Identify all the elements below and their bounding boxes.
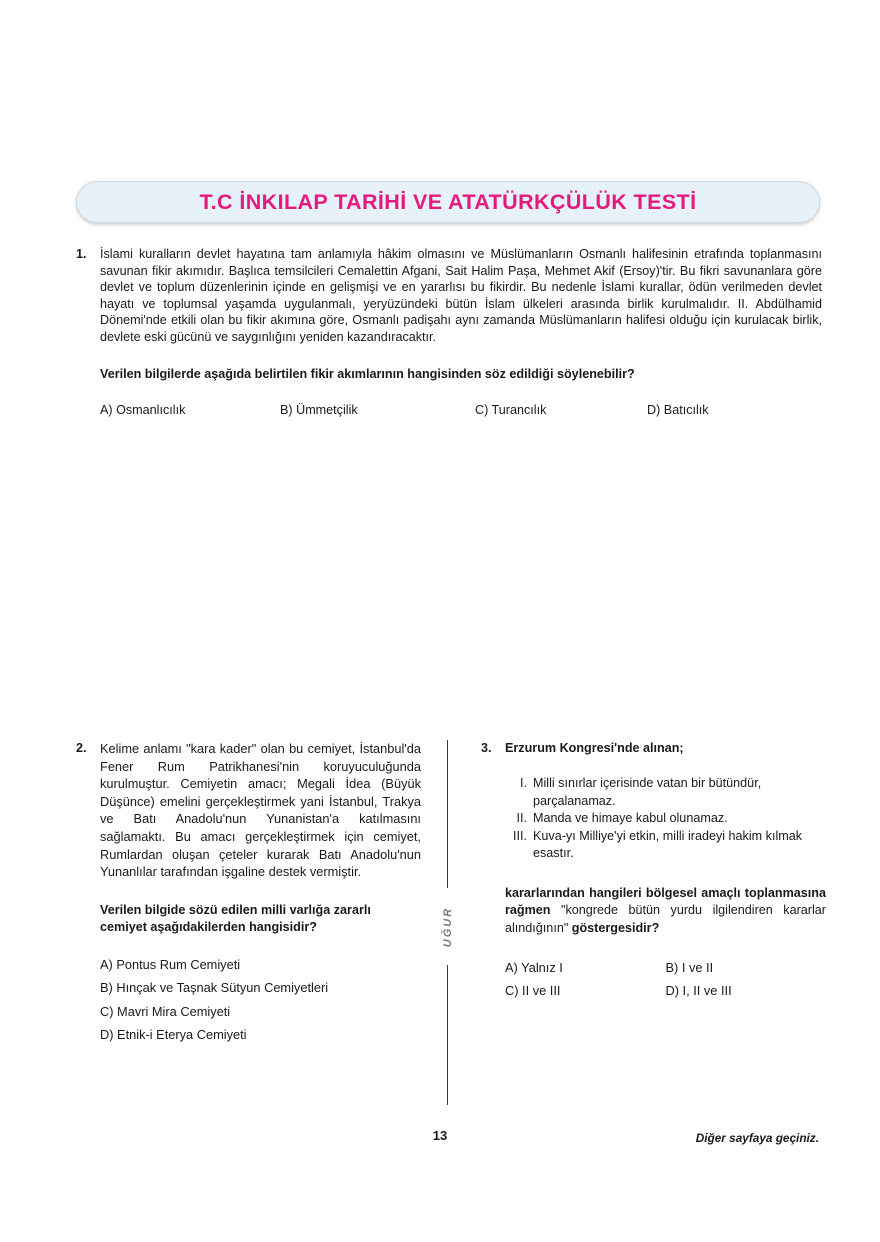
test-title-banner [76,181,820,223]
column-divider [442,740,454,1105]
question-3-prompt-quote: "kongrede bütün yurdu ilgilendiren kararlar alındığının" [505,903,826,935]
question-3-option-a[interactable]: A) Yalnız I [505,960,563,975]
question-1 [76,246,822,419]
question-3-number: 3. [481,741,492,755]
question-3 [481,740,826,1002]
question-3-option-c[interactable]: C) II ve III [505,982,561,998]
question-3-lead: Erzurum Kongresi'nde alınan; [505,741,684,755]
question-3-statement-list [505,775,826,863]
question-1-options [100,402,822,419]
question-2-passage: Kelime anlamı "kara kader" olan bu cemiyet, İstanbul'da Fener Rum Patrikhanesi'nin koruyuculuğunda kurulmuştur. Cemiyetin amacı; Megali İdea (Büyük Düşünce) emelini gerçekleştirmek yani İstanbul, Trakya ve Batı Anadolu'nun Yunanistan'a katılmasını sağlamaktı. Bu amacı gerçekleştirmek için cemiyet, Rumlardan oluşan çeteler kurarak Batı Anadolu'nun Yunanlılar tarafından işgaline destek vermiştir. [100,741,421,880]
divider-segment-bottom [447,965,448,1105]
statement-marker-3: III. [513,828,527,843]
statement-item [505,810,826,828]
statement-text-2: Manda ve himaye kabul olunamaz. [533,811,728,825]
continue-note: Diğer sayfaya geçiniz. [695,1131,819,1145]
question-3-option-d[interactable]: D) I, II ve III [665,982,732,998]
statement-text-1: Milli sınırlar içerisinde vatan bir bütündür, parçalanamaz. [533,776,762,808]
question-2-number: 2. [76,741,87,755]
question-2 [76,740,421,1047]
question-1-option-d[interactable]: D) Batıcılık [647,402,709,417]
question-2-option-a[interactable]: A) Pontus Rum Cemiyeti [100,956,241,972]
question-1-option-b[interactable]: B) Ümmetçilik [280,402,358,417]
question-2-option-b[interactable]: B) Hınçak ve Taşnak Sütyun Cemiyetleri [100,980,329,996]
question-1-number: 1. [76,247,87,261]
statement-item [505,828,826,863]
question-2-prompt: Verilen bilgide sözü edilen milli varlığa zararlı cemiyet aşağıdakilerden hangisidir? [100,902,371,934]
question-1-option-a[interactable]: A) Osmanlıcılık [100,402,186,417]
question-3-prompt-bold-2: göstergesidir? [571,920,660,935]
question-2-option-c[interactable]: C) Mavri Mira Cemiyeti [100,1003,231,1019]
statement-marker-2: II. [516,811,527,825]
page-number: 13 [432,1128,448,1143]
question-2-option-d[interactable]: D) Etnik-i Eterya Cemiyeti [100,1027,247,1043]
statement-marker-1: I. [520,776,527,790]
brand-label: UĞUR [442,906,454,948]
statement-text-3: Kuva-yı Milliye'yi etkin, milli iradeyi hakim kılmak esastır. [533,828,803,860]
page-title: T.C İNKILAP TARİHİ VE ATATÜRKÇÜLÜK TESTİ [199,189,697,214]
question-1-passage: İslami kuralların devlet hayatına tam anlamıyla hâkim olmasını ve Müslümanların Osmanlı halifesinin etrafında toplanmasını savunan fikir akımıdır. Başlıca temsilcileri Cemalettin Afgani, Sait Halim Paşa, Mehmet Akif (Ersoy)'tir. Bu fikri savunanlara göre devlet ve toplum düzenlerinin içinde en gelişmişi ve en yararlısı bu fikirdir. Bu nedenle İslami kurallar, ödün verilmeden devlet hayatı ve toplumsal yaşamda uygulanmalı, yeryüzündeki bütün İslam ülkeleri arasında birlik kurulmalıdır. II. Abdülhamid Dönemi'nde etkili olan bu fikir akımına göre, Osmanlı padişahı aynı zamanda Müslümanların halifesi olduğu için kurulacak birlik, devlete eski gücünü ve saygınlığını yeniden kazandıracaktır. [100,247,822,344]
divider-segment-top [447,740,448,888]
question-2-options [100,953,421,1047]
question-3-options [505,957,826,1002]
question-3-prompt-bold-1: kararlarından hangileri bölgesel amaçlı toplanmasına rağmen [505,885,826,917]
question-3-prompt [505,885,826,938]
question-1-prompt: Verilen bilgilerde aşağıda belirtilen fikir akımlarının hangisinden söz edildiği söylenebilir? [100,366,635,381]
question-3-option-b[interactable]: B) I ve II [665,960,714,975]
question-1-option-c[interactable]: C) Turancılık [475,402,547,417]
statement-item [505,775,826,810]
